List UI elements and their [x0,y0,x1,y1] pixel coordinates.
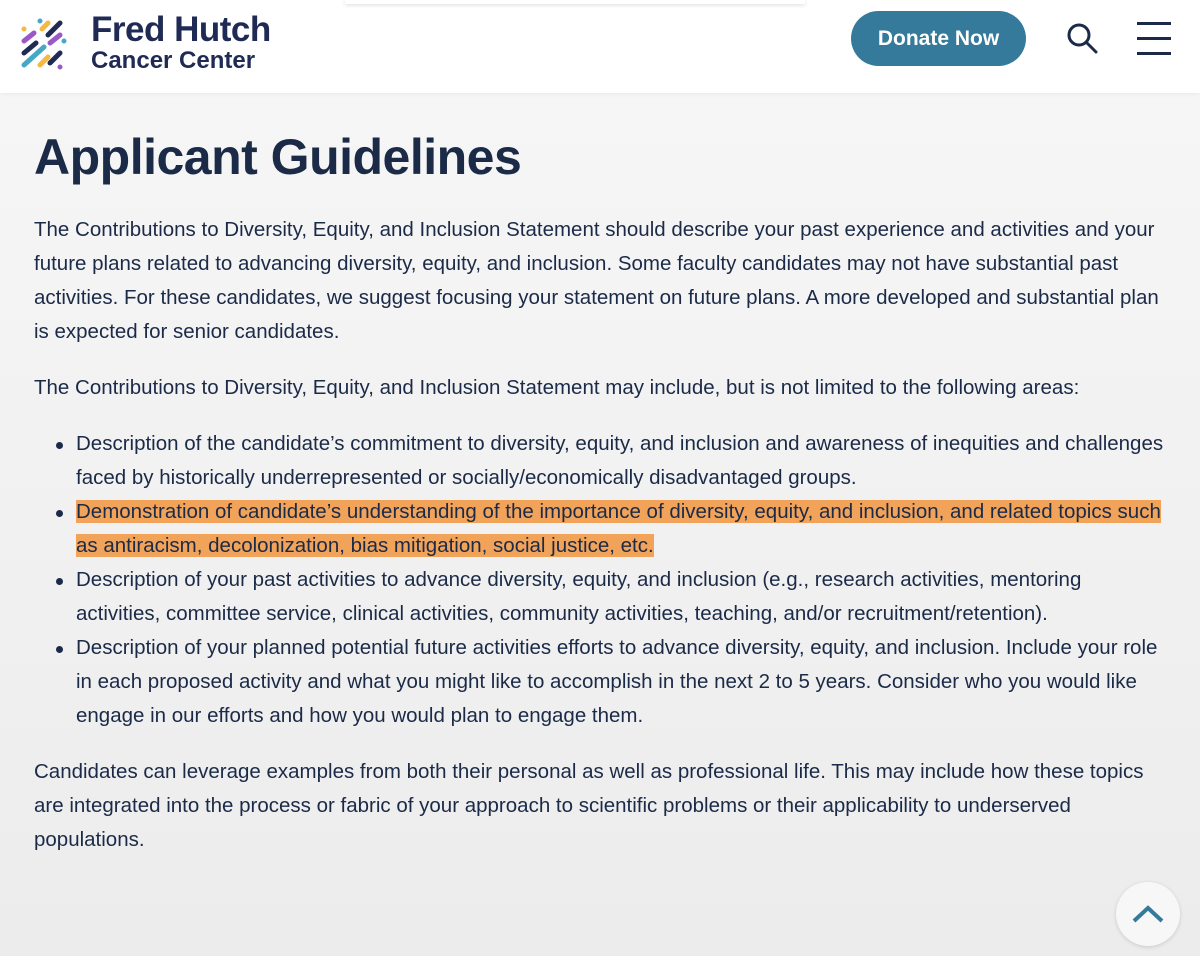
list-item: Description of your past activities to advance diversity, equity, and inclusion (e.g., research activities, mentoring activities, committee service, clinical activities, community activities, teaching, and/or recruitment/retention). [54,563,1166,631]
logo-mark-icon [20,15,68,71]
logo[interactable] [20,12,271,73]
site-header [0,0,1200,93]
areas-intro: The Contributions to Diversity, Equity, and Inclusion Statement may include, but is not limited to the following areas: [34,376,1080,399]
list-item: Description of the candidate’s commitment to diversity, equity, and inclusion and awareness of inequities and challenges faced by historically underrepresented or socially/economically disadvantaged groups. [54,427,1166,495]
areas-list [54,427,1166,733]
chevron-up-icon [1131,904,1165,924]
logo-line1: Fred Hutch [91,10,271,49]
list-item-highlighted [54,495,1166,563]
back-to-top-button[interactable] [1116,882,1180,946]
donate-button[interactable]: Donate Now [851,11,1026,66]
intro-paragraph: The Contributions to Diversity, Equity, and Inclusion Statement should describe your past experience and activities and your future plans related to advancing diversity, equity, and inclusion. Some faculty candidates may not have substantial past activities. For these candidates, we suggest focusing your statement on future plans. A more developed and substantial plan is expected for senior candidates. [34,218,1159,343]
hamburger-menu-icon[interactable] [1137,22,1171,67]
closing-paragraph: Candidates can leverage examples from both their personal as well as professional life. This may include how these topics are integrated into the process or fabric of your approach to scientific problems or their applicability to underserved populations. [34,760,1144,851]
search-icon[interactable] [1066,22,1098,59]
logo-line2: Cancer Center [91,47,256,74]
browser-tab-edge [345,0,805,4]
main-content [0,128,1200,857]
highlighted-text: Demonstration of candidate’s understanding of the importance of diversity, equity, and inclusion, and related topics such as antiracism, decolonization, bias mitigation, social justice, etc. [76,500,1161,557]
list-item: Description of your planned potential future activities efforts to advance diversity, equity, and inclusion. Include your role in each proposed activity and what you might like to accomplish in the next 2 to 5 years. Consider who you would like engage in our efforts and how you would plan to engage them. [54,631,1166,733]
page-title: Applicant Guidelines [34,129,522,185]
